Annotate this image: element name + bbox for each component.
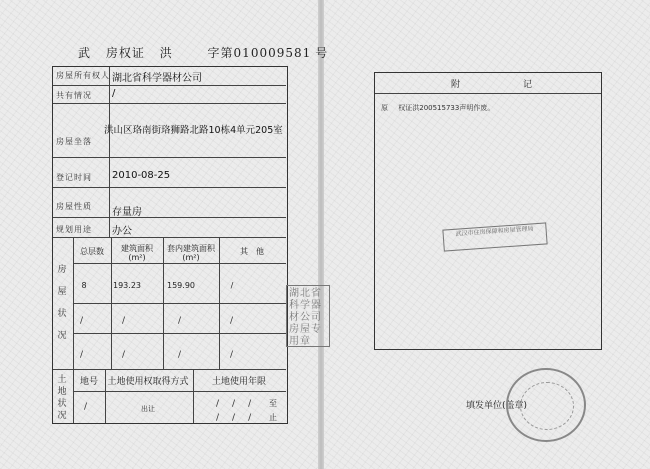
land-term-zhi2: 止: [269, 413, 277, 422]
header-other: 其 他: [240, 247, 264, 256]
title-zidi: 字第: [207, 46, 234, 60]
annotation-title-right: 记: [523, 80, 535, 90]
value-location: 洪山区珞南街珞狮路北路10栋4单元205室: [104, 125, 283, 136]
label-owner: 房屋所有权人: [56, 71, 110, 80]
annotation-note-prefix: 原: [381, 104, 388, 112]
land-term-zhi: 至: [269, 399, 277, 408]
title-type: 房权证: [105, 46, 145, 60]
center-fold: [318, 0, 324, 469]
cell-slash: /: [122, 316, 126, 326]
annotation-note-text: 权证洪200515733声明作废。: [398, 104, 495, 112]
annotation-table: [374, 72, 602, 350]
land-status-char: 土: [57, 375, 67, 385]
label-nature: 房屋性质: [56, 202, 92, 211]
cell-area: 193.23: [113, 281, 141, 290]
house-status-char: 况: [57, 331, 67, 341]
title-city: 武: [78, 46, 92, 60]
cell-slash: /: [178, 350, 182, 360]
label-co-ownership: 共有情况: [56, 91, 92, 100]
land-status-char: 地: [57, 387, 67, 397]
value-co-ownership: /: [112, 88, 116, 99]
value-nature: 存量房: [112, 207, 142, 218]
cell-other: /: [230, 281, 234, 290]
land-lot-value: /: [84, 402, 88, 412]
annotation-title-left: 附: [451, 80, 463, 90]
house-status-char: 屋: [57, 287, 67, 297]
land-term-to: / / /: [216, 413, 254, 423]
value-use: 办公: [112, 226, 132, 237]
cell-slash: /: [122, 350, 126, 360]
label-reg-time: 登记时间: [56, 173, 92, 182]
header-lot-no: 地号: [79, 377, 98, 387]
header-area: 建筑面积: [121, 244, 153, 253]
cell-slash: /: [80, 350, 84, 360]
value-reg-time: 2010-08-25: [112, 170, 171, 181]
house-status-char: 房: [57, 265, 67, 275]
header-inner-area: 套内建筑面积: [167, 244, 215, 253]
label-location: 房屋坐落: [56, 137, 92, 146]
header-land-method: 土地使用权取得方式: [107, 377, 189, 387]
label-use: 规划用途: [56, 225, 92, 234]
cell-slash: /: [230, 316, 234, 326]
land-status-char: 况: [57, 411, 67, 421]
header-area-unit: (m²): [128, 253, 146, 262]
land-method-value: 出让: [141, 405, 155, 413]
issuer-label: 填发单位(盖章): [466, 401, 528, 411]
registration-stamp-text: 武汉市住房保障和房屋管理局: [455, 225, 534, 238]
cell-slash: /: [230, 350, 234, 360]
house-status-char: 状: [57, 309, 67, 319]
annotation-header: [375, 73, 601, 94]
cell-inner-area: 159.90: [167, 281, 195, 290]
cell-slash: /: [80, 316, 84, 326]
header-land-term: 土地使用年限: [211, 377, 266, 387]
official-seal-icon: [506, 368, 586, 442]
value-owner: 湖北省科学器材公司: [112, 73, 202, 84]
land-status-char: 状: [57, 399, 67, 409]
certificate-number: 010009581: [233, 46, 312, 60]
cell-floors: 8: [81, 281, 87, 290]
title-suffix: 号: [315, 46, 329, 60]
seam-stamp: 湖北省科学器材公司房屋专用章: [286, 285, 330, 347]
certificate-title: [78, 44, 338, 61]
title-district: 洪: [159, 46, 173, 60]
header-floors: 总层数: [80, 247, 104, 256]
annotation-note: [381, 103, 494, 113]
land-term-from: / / /: [216, 399, 254, 409]
header-inner-area-unit: (m²): [182, 253, 200, 262]
cell-slash: /: [178, 316, 182, 326]
